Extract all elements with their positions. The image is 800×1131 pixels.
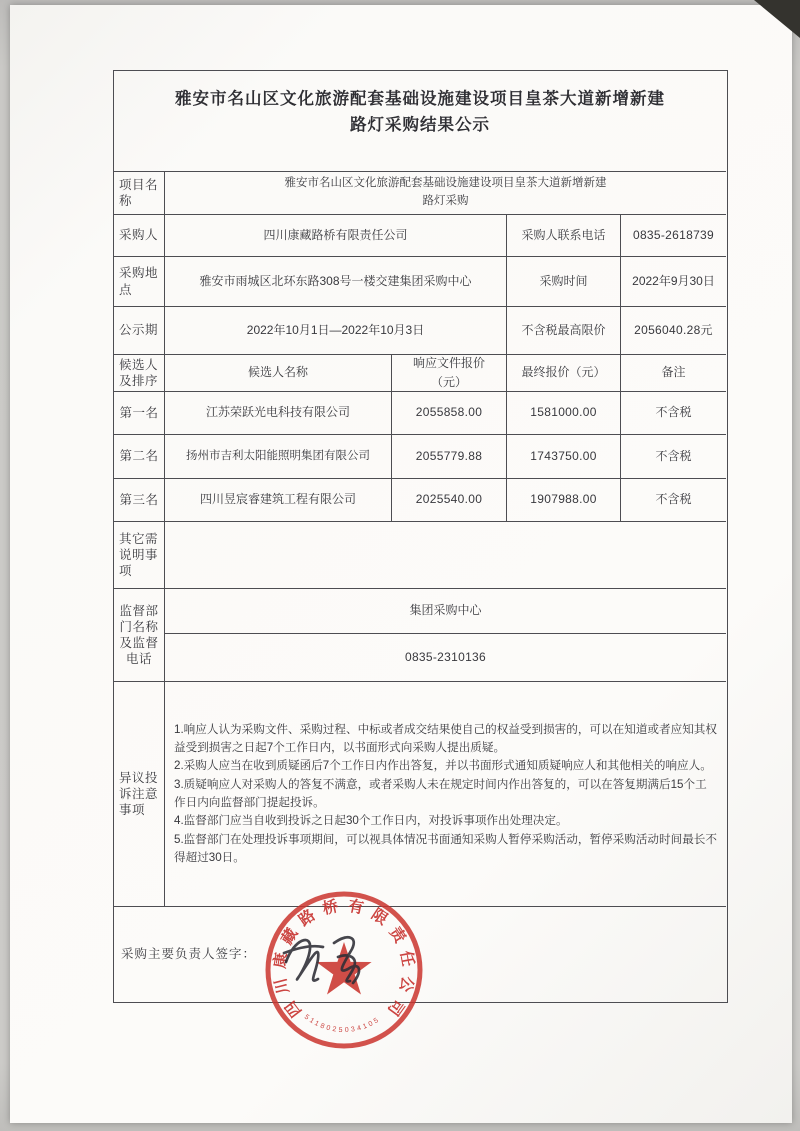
- project-name-value-line1: 雅安市名山区文化旅游配套基础设施建设项目皇茶大道新增新建: [284, 177, 607, 190]
- candidate-bid: 2055779.88: [391, 434, 506, 478]
- candidate-rank-header: 候选人及排序: [114, 354, 164, 391]
- purchaser-value: 四川康藏路桥有限责任公司: [164, 214, 506, 256]
- star-icon: [316, 942, 371, 995]
- other-notes-label: 其它需说明事项: [114, 521, 164, 588]
- purchaser-label: 采购人: [114, 214, 164, 256]
- signature-label: 采购主要负责人签字：: [121, 946, 257, 961]
- objection-label: 异议投诉注意事项: [114, 681, 164, 906]
- max-price-label: 不含税最高限价: [506, 306, 620, 354]
- objection-item: 5.监督部门在处理投诉事项期间，可以视具体情况书面通知采购人暂停采购活动，暂停采购活动时间最长不得超过30日。: [174, 832, 717, 864]
- candidate-final: 1743750.00: [506, 434, 620, 478]
- candidate-final: 1907988.00: [506, 478, 620, 521]
- seal-company-textpath: 四川康藏路桥有限责任公司: [271, 897, 417, 1020]
- candidate-note: 不含税: [620, 478, 726, 521]
- candidate-bid-header: [391, 354, 506, 391]
- candidate-bid-header-line1: 响应文件报价: [412, 356, 485, 371]
- page-title: [114, 71, 726, 171]
- candidate-bid-header-line2: （元）: [430, 375, 467, 389]
- objection-item: 2.采购人应当在收到质疑函后7个工作日内作出答复，并以书面形式通知质疑响应人和其他相关的响应人。: [174, 759, 712, 773]
- candidate-note: 不含税: [620, 391, 726, 434]
- supervision-department: 集团采购中心: [164, 588, 726, 633]
- purchaser-phone-value: 0835-2618739: [620, 214, 726, 256]
- candidate-name-header: 候选人名称: [164, 354, 391, 391]
- announcement-table: [113, 70, 728, 1003]
- company-seal-stamp: [260, 887, 428, 1057]
- location-label: 采购地点: [114, 256, 164, 306]
- candidate-name: 江苏荣跃光电科技有限公司: [164, 391, 391, 434]
- project-name-value-line2: 路灯采购: [422, 195, 469, 207]
- project-name-label: 项目名称: [114, 171, 164, 214]
- purchase-time-label: 采购时间: [506, 256, 620, 306]
- purchase-time-value: 2022年9月30日: [620, 256, 726, 306]
- candidate-bid: 2025540.00: [391, 478, 506, 521]
- candidate-final: 1581000.00: [506, 391, 620, 434]
- candidate-rank: 第三名: [114, 478, 164, 521]
- objection-content: [164, 681, 726, 906]
- candidate-bid: 2055858.00: [391, 391, 506, 434]
- candidate-note: 不含税: [620, 434, 726, 478]
- publicity-period-value: 2022年10月1日—2022年10月3日: [164, 306, 506, 354]
- candidate-rank: 第二名: [114, 434, 164, 478]
- seal-serial-text: [303, 1014, 380, 1034]
- supervision-label: 监督部门名称及监督电话: [114, 588, 164, 681]
- candidate-name: 扬州市吉利太阳能照明集团有限公司: [164, 434, 391, 478]
- page-title-line1: 雅安市名山区文化旅游配套基础设施建设项目皇茶大道新增新建: [175, 90, 665, 109]
- max-price-value: 2056040.28元: [620, 306, 726, 354]
- publicity-period-label: 公示期: [114, 306, 164, 354]
- project-name-value: [164, 171, 726, 214]
- objection-item: 3.质疑响应人对采购人的答复不满意，或者采购人未在规定时间内作出答复的，可以在答复期满后15个工作日内向监督部门提起投诉。: [174, 777, 707, 809]
- supervision-phone: 0835-2310136: [164, 633, 726, 681]
- seal-serial-textpath: 5118025034105: [302, 1013, 380, 1035]
- page-title-line2: 路灯采购结果公示: [350, 116, 490, 134]
- location-value: 雅安市雨城区北环东路308号一楼交建集团采购中心: [164, 256, 506, 306]
- candidate-name: 四川昱宸睿建筑工程有限公司: [164, 478, 391, 521]
- candidate-note-header: 备注: [620, 354, 726, 391]
- purchaser-phone-label: 采购人联系电话: [506, 214, 620, 256]
- objection-item: 4.监督部门应当自收到投诉之日起30个工作日内，对投诉事项作出处理决定。: [174, 814, 568, 828]
- other-notes-value: [164, 521, 726, 588]
- candidate-rank: 第一名: [114, 391, 164, 434]
- objection-item: 1.响应人认为采购文件、采购过程、中标或者成交结果使自己的权益受到损害的，可以在知道或者应知其权益受到损害之日起7个工作日内，以书面形式向采购人提出质疑。: [174, 722, 717, 755]
- candidate-final-header: 最终报价（元）: [506, 354, 620, 391]
